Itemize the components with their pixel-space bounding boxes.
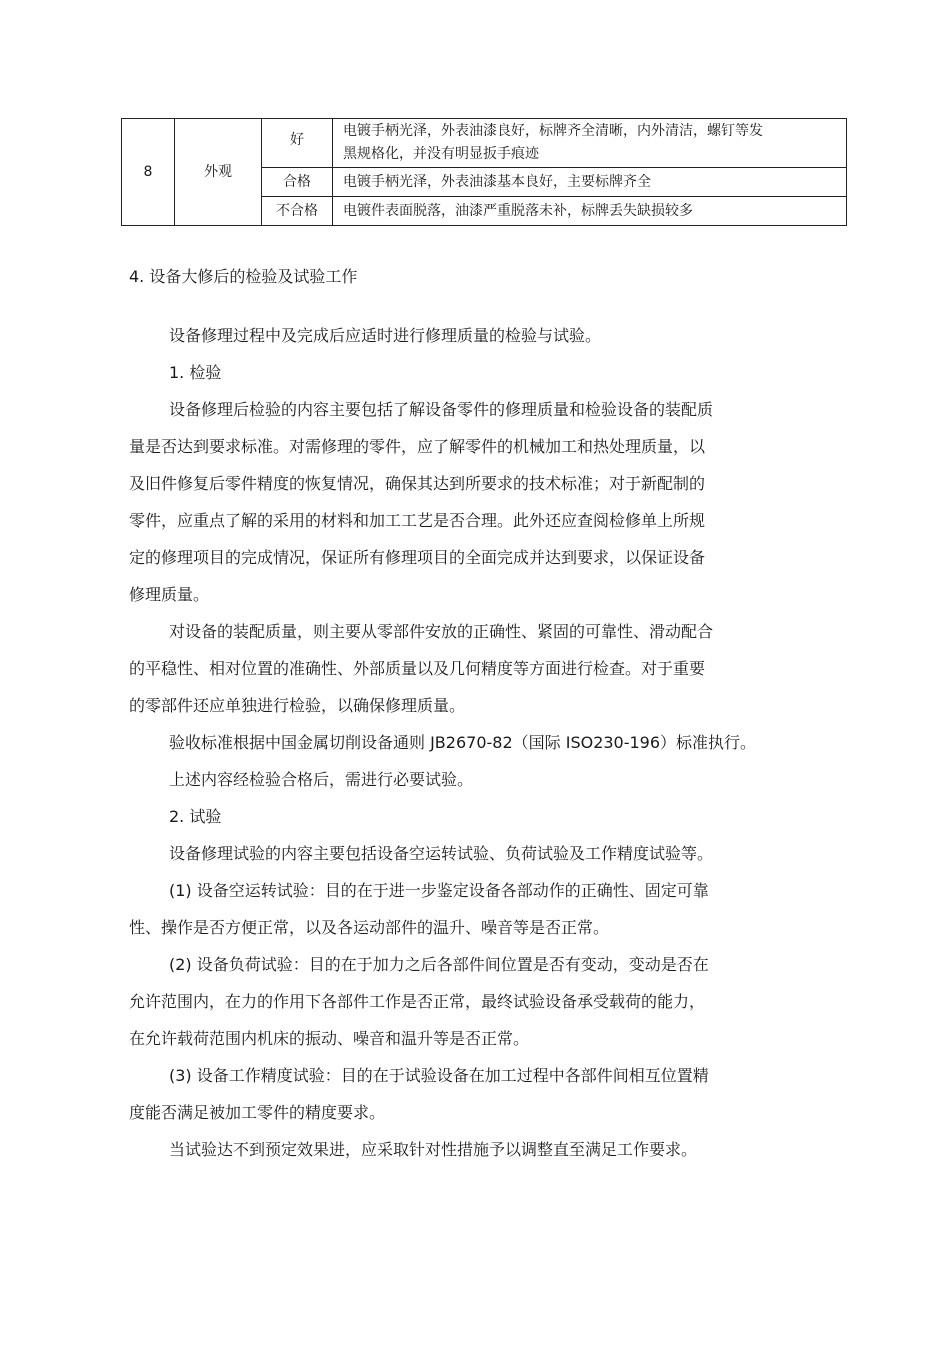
table-row: [122, 119, 847, 168]
paragraph-line: 量是否达到要求标准。对需修理的零件，应了解零件的机械加工和热处理质量，以: [129, 437, 706, 456]
paragraph-line: 的零部件还应单独进行检验，以确保修理质量。: [129, 696, 466, 715]
section-heading: 4. 设备大修后的检验及试验工作: [129, 267, 358, 286]
test-overview-paragraph: 设备修理试验的内容主要包括设备空运转试验、负荷试验及工作精度试验等。: [169, 844, 714, 863]
document-body: [129, 258, 829, 1168]
paragraph-line: 定的修理项目的完成情况，保证所有修理项目的全面完成并达到要求，以保证设备: [129, 548, 706, 567]
subsection-title-inspection: 1. 检验: [169, 363, 222, 382]
paragraph-line: 修理质量。: [129, 585, 210, 604]
description-line: 电镀件表面脱落，油漆严重脱落未补，标牌丢失缺损较多: [343, 202, 693, 219]
item-name-cell: 外观: [175, 119, 262, 226]
list-item-line: 允许范围内，在力的作用下各部件工作是否正常，最终试验设备承受载荷的能力，: [129, 992, 706, 1011]
list-item-line: 度能否满足被加工零件的精度要求。: [129, 1103, 386, 1122]
grade-cell-fail: 不合格: [262, 197, 333, 226]
list-item-line: 性、操作是否方便正常，以及各运动部件的温升、噪音等是否正常。: [129, 918, 610, 937]
paragraph-line: 及旧件修复后零件精度的恢复情况，确保其达到所要求的技术标准；对于新配制的: [129, 474, 706, 493]
row-number-cell: 8: [122, 119, 175, 226]
paragraph-line: 对设备的装配质量，则主要从零部件安放的正确性、紧固的可靠性、滑动配合: [169, 622, 714, 641]
subsection-title-test: 2. 试验: [169, 807, 222, 826]
paragraph-line: 的平稳性、相对位置的准确性、外部质量以及几何精度等方面进行检查。对于重要: [129, 659, 706, 678]
spacer: [129, 295, 829, 317]
list-item-line: (3) 设备工作精度试验：目的在于试验设备在加工过程中各部件间相互位置精: [169, 1066, 709, 1085]
description-cell-pass: [333, 168, 847, 197]
closing-paragraph: 当试验达不到预定效果进，应采取针对性措施予以调整直至满足工作要求。: [169, 1140, 698, 1159]
grade-cell-pass: 合格: [262, 168, 333, 197]
intro-paragraph: 设备修理过程中及完成后应适时进行修理质量的检验与试验。: [169, 326, 602, 345]
grade-cell-good: 好: [262, 119, 333, 168]
paragraph-line: 零件，应重点了解的采用的材料和加工工艺是否合理。此外还应查阅检修单上所规: [129, 511, 706, 530]
list-item-line: (2) 设备负荷试验：目的在于加力之后各部件间位置是否有变动，变动是否在: [169, 955, 709, 974]
description-line: 电镀手柄光泽，外表油漆良好，标牌齐全清晰，内外清洁，螺钉等发: [343, 123, 763, 139]
description-line: 黑规格化，并没有明显扳手痕迹: [343, 146, 539, 162]
description-cell-fail: [333, 197, 847, 226]
list-item-line: (1) 设备空运转试验：目的在于进一步鉴定设备各部动作的正确性、固定可靠: [169, 881, 709, 900]
paragraph-line: 设备修理后检验的内容主要包括了解设备零件的修理质量和检验设备的装配质: [169, 400, 714, 419]
description-cell-good: [333, 119, 847, 168]
appearance-spec-table-wrap: [121, 118, 847, 226]
standard-paragraph: 验收标准根据中国金属切削设备通则 JB2670-82（国际 ISO230-196）标准执行。: [169, 733, 757, 752]
followup-paragraph: 上述内容经检验合格后，需进行必要试验。: [169, 770, 474, 789]
list-item-line: 在允许载荷范围内机床的振动、噪音和温升等是否正常。: [129, 1029, 530, 1048]
appearance-spec-table: [121, 118, 847, 226]
description-line: 电镀手柄光泽，外表油漆基本良好，主要标牌齐全: [343, 173, 651, 190]
